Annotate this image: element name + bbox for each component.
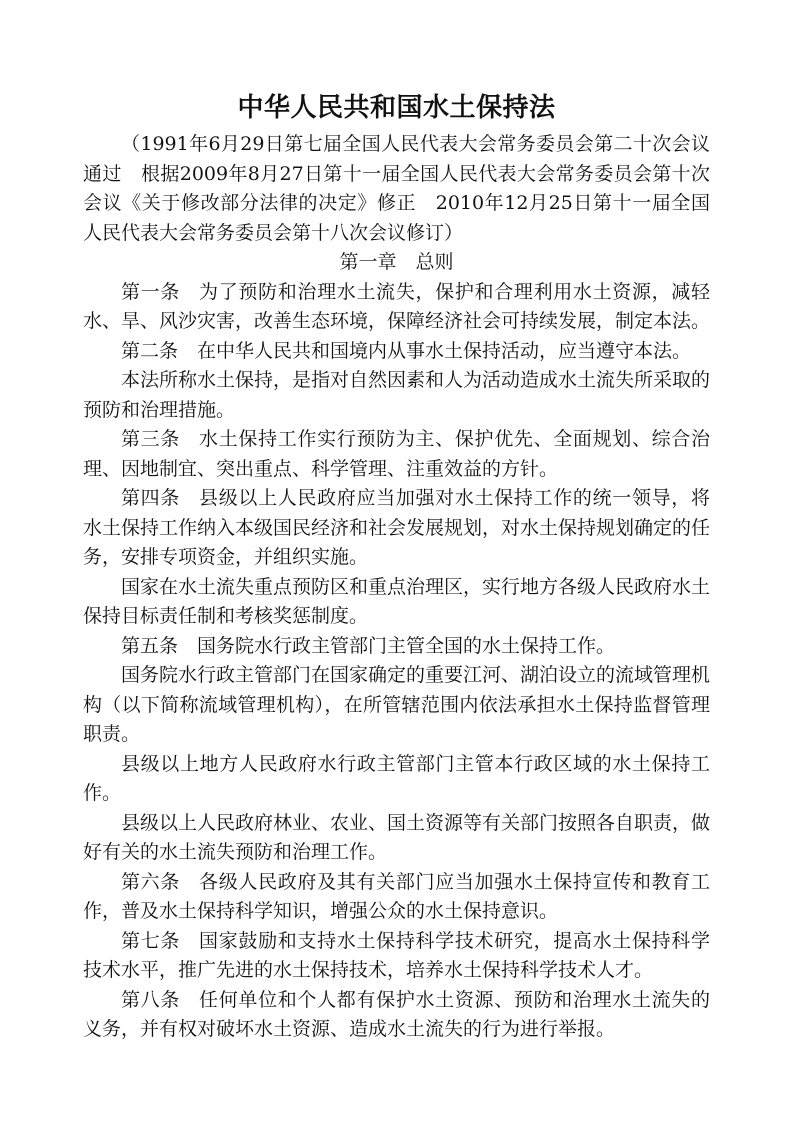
article-number: 第二条	[121, 339, 179, 362]
paragraph-text: 水土保持工作实行预防为主、保护优先、全面规划、综合治理、因地制宜、突出重点、科学管理、注重效益的方针。	[83, 428, 710, 480]
paragraph	[83, 661, 710, 750]
paragraph	[83, 868, 710, 927]
article-number: 第三条	[121, 428, 181, 450]
paragraph-text: 本法所称水土保持，是指对自然因素和人为活动造成水土流失所采取的预防和治理措施。	[83, 369, 711, 421]
paragraph-text: 国家在水土流失重点预防区和重点治理区，实行地方各级人民政府水土保持目标责任制和考核奖惩制度。	[83, 575, 711, 627]
paragraph	[83, 632, 710, 662]
chapter-title: 第一章 总则	[339, 251, 454, 273]
paragraph-text: 国务院水行政主管部门主管全国的水土保持工作。	[197, 634, 616, 657]
article-number: 第七条	[121, 929, 181, 952]
article-number: 第五条	[121, 634, 179, 657]
paragraph-text: 县级以上人民政府林业、农业、国土资源等有关部门按照各自职责，做好有关的水土流失预防和治理工作。	[83, 811, 711, 863]
preamble: （1991年6月29日第七届全国人民代表大会常务委员会第二十次会议通过 根据2009年8月27日第十一届全国人民代表大会常务委员会第十次会议《关于修改部分法律的决定》修正 2010年12月25日第十一届全国人民代表大会常务委员会第十八次会议修订）	[83, 133, 710, 244]
paragraph	[83, 809, 710, 868]
document-page	[83, 88, 710, 1045]
paragraph	[83, 337, 710, 367]
paragraph	[83, 573, 710, 632]
paragraph	[83, 986, 710, 1045]
paragraph-text: 国家鼓励和支持水土保持科学技术研究，提高水土保持科学技术水平，推广先进的水土保持技术，培养水土保持科学技术人才。	[83, 929, 710, 981]
paragraph-text: 县级以上地方人民政府水行政主管部门主管本行政区域的水土保持工作。	[83, 752, 710, 804]
paragraph-text: 为了预防和治理水土流失，保护和合理利用水土资源，减轻水、旱、风沙灾害，改善生态环境，保障经济社会可持续发展，制定本法。	[83, 280, 711, 332]
paragraph	[83, 750, 710, 809]
paragraph	[83, 366, 710, 425]
paragraph	[83, 927, 710, 986]
paragraph-text: 各级人民政府及其有关部门应当加强水土保持宣传和教育工作，普及水土保持科学知识，增强公众的水土保持意识。	[83, 870, 710, 922]
article-number: 第六条	[121, 870, 181, 893]
article-number: 第八条	[121, 988, 181, 1011]
paragraph	[83, 484, 710, 573]
paragraph-text: 任何单位和个人都有保护水土资源、预防和治理水土流失的义务，并有权对破坏水土资源、造成水土流失的行为进行举报。	[83, 988, 710, 1040]
page-title: 中华人民共和国水土保持法	[237, 93, 556, 123]
paragraph	[83, 278, 710, 337]
paragraph-text: 国务院水行政主管部门在国家确定的重要江河、湖泊设立的流域管理机构（以下简称流域管理机构），在所管辖范围内依法承担水土保持监督管理职责。	[83, 664, 711, 745]
paragraph-text: 县级以上人民政府应当加强对水土保持工作的统一领导，将水土保持工作纳入本级国民经济和社会发展规划，对水土保持规划确定的任务，安排专项资金，并组织实施。	[83, 487, 711, 568]
article-number: 第四条	[121, 487, 181, 509]
paragraph	[83, 425, 710, 484]
paragraph-text: 在中华人民共和国境内从事水土保持活动，应当遵守本法。	[197, 339, 692, 362]
article-number: 第一条	[121, 280, 181, 303]
